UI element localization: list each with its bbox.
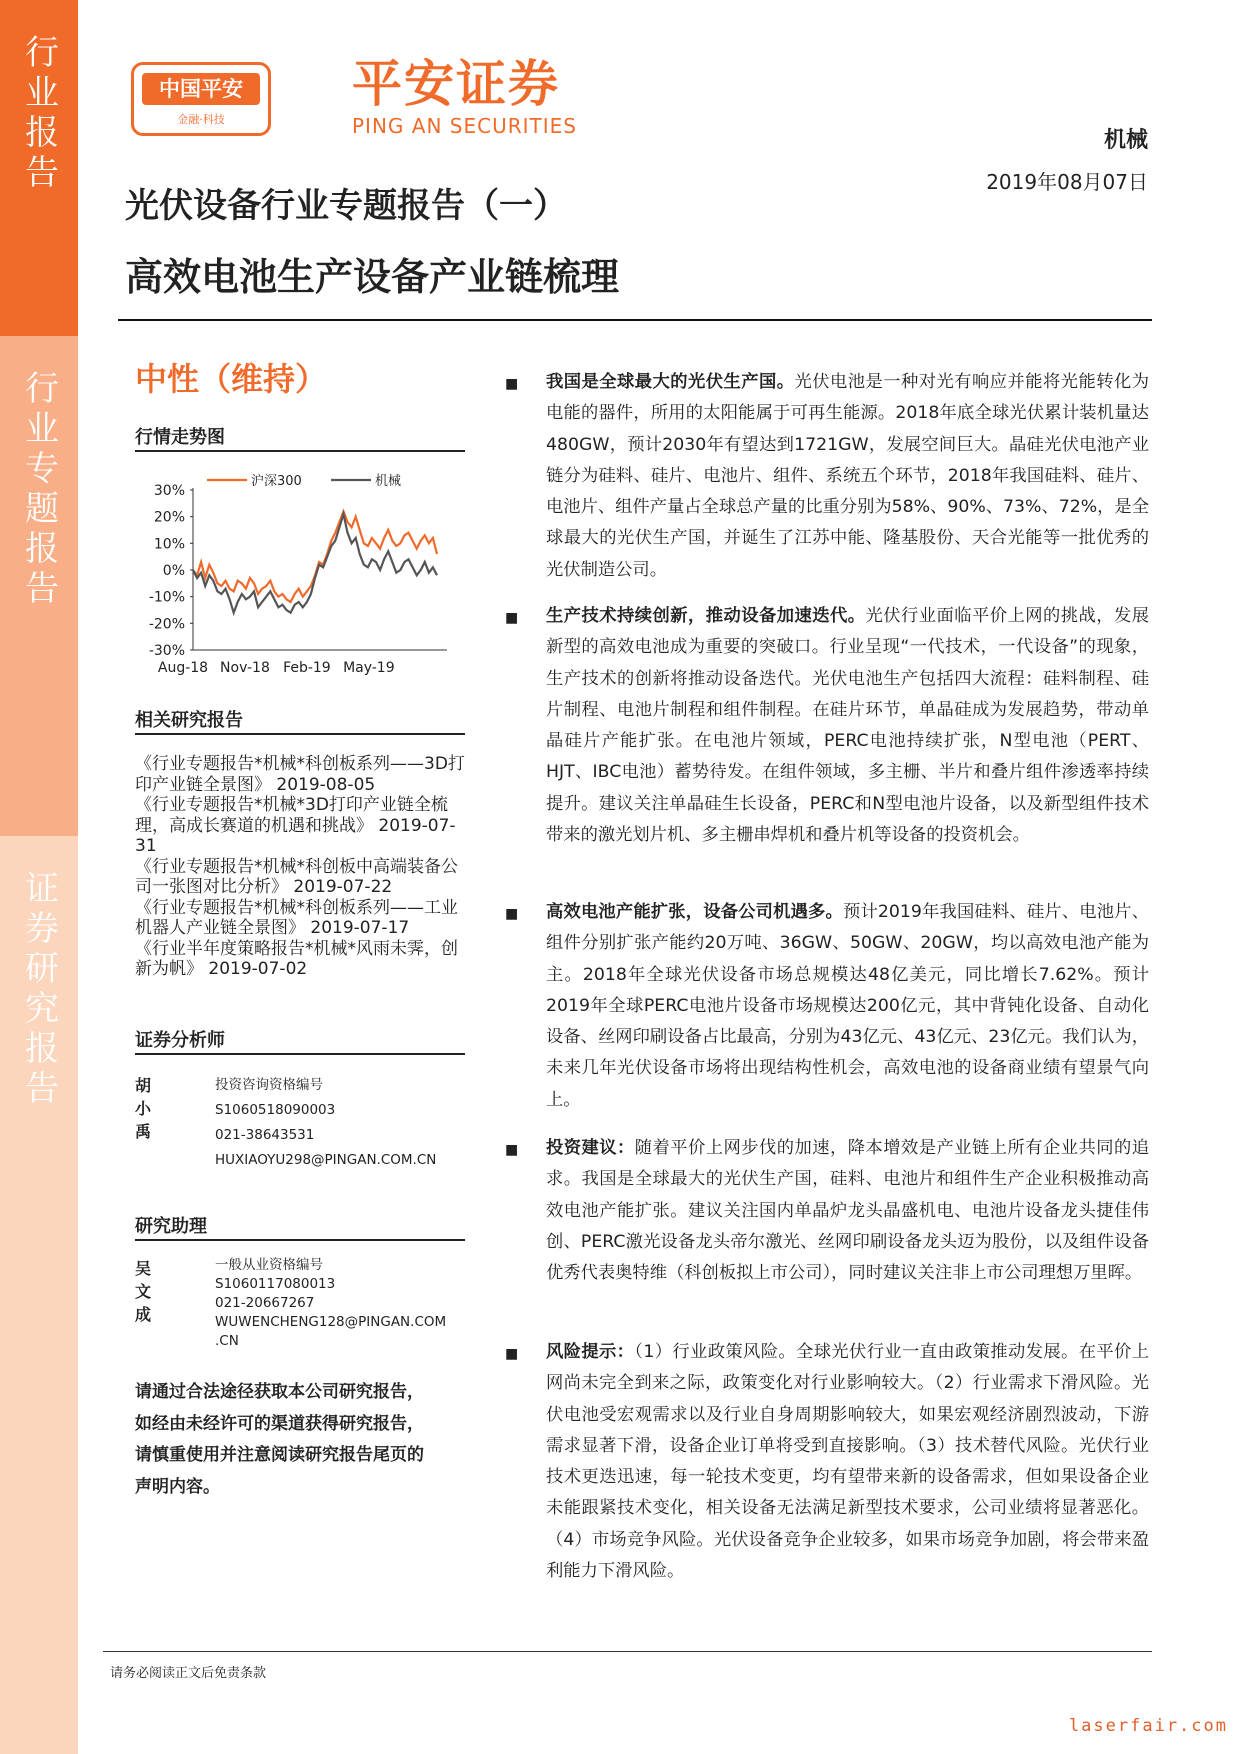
securities-logo-en: PING AN SECURITIES <box>352 114 577 138</box>
analyst-name: 胡小禹 <box>135 1076 152 1141</box>
assistant-name: 吴文成 <box>135 1259 152 1324</box>
y-tick-label: -20% <box>148 616 185 633</box>
watermark: laserfair.com <box>1068 1716 1228 1736</box>
point-head: 投资建议： <box>546 1138 635 1158</box>
point-body: 预计2019年我国硅料、硅片、电池片、组件分别扩张产能约20万吨、36GW、50GW、20GW，均以高效电池产能为主。2018年全球光伏设备市场总规模达48亿美元，同比增长7.62%。预计2019年全球PERC电池片设备市场规模达200亿元，其中背钝化设备、自动化设备、丝网印刷设备占比最高，分别为43亿元、43亿元、23亿元。我们认为，未来几年光伏设备市场将出现结构性机会，高效电池的设备商业绩有望景气向上。 <box>546 902 1149 1110</box>
hs300-series-line <box>193 511 437 602</box>
report-date: 2019年08月07日 <box>986 170 1148 194</box>
sidebar-label-securities: 证券研究报告 <box>18 870 59 1110</box>
assistant-info-line: 一般从业资格编号 <box>215 1257 323 1273</box>
sidebar-label-report: 行业报告 <box>18 34 59 194</box>
point-head: 我国是全球最大的光伏生产国。 <box>546 372 795 392</box>
assistant-email: WUWENCHENG128@PINGAN.COM <box>215 1314 447 1330</box>
industry-label: 机械 <box>1103 128 1148 153</box>
analyst-email: HUXIAOYU298@PINGAN.COM.CN <box>215 1152 437 1168</box>
sidebar-band-1 <box>0 0 78 336</box>
title-divider <box>118 319 1152 321</box>
chart-section-title: 行情走势图 <box>135 427 225 448</box>
related-report-item: 《行业专题报告*机械*3D打印产业链全梳理，高成长赛道的机遇和挑战》 2019-07-31 <box>135 795 456 856</box>
point-head: 生产技术持续创新，推动设备加速迭代。 <box>546 606 866 626</box>
legal-notice: 请通过合法途径获取本公司研究报告，如经由未经许可的渠道获得研究报告，请慎重使用并注意阅读研究报告尾页的声明内容。 <box>135 1382 424 1497</box>
analyst-info <box>215 1073 475 1173</box>
sidebar-band-2 <box>0 336 78 836</box>
analyst-info-line: 投资咨询资格编号 <box>215 1077 323 1093</box>
securities-logo <box>352 56 577 138</box>
report-subtitle: 高效电池生产设备产业链梳理 <box>125 255 620 299</box>
point-head: 风险提示： <box>546 1342 635 1362</box>
assistant-info-line: S1060117080013 <box>215 1276 336 1292</box>
y-tick-label: 0% <box>162 563 185 579</box>
related-reports-rule <box>135 733 465 735</box>
rating: 中性（维持） <box>135 360 328 398</box>
securities-logo-cn: 平安证券 <box>352 55 560 113</box>
sidebar-band-3 <box>0 836 78 1754</box>
assistant-section-title: 研究助理 <box>135 1216 207 1237</box>
analyst-section-rule <box>135 1053 465 1055</box>
summary-point-3 <box>546 897 1149 1116</box>
point-body: （1）行业政策风险。全球光伏行业一直由政策推动发展。在平价上网尚未完全到来之际，政策变化对行业影响较大。（2）行业需求下滑风险。光伏电池受宏观需求以及行业自身周期影响较大，如果宏观经济剧烈波动，下游需求显著下滑，设备企业订单将受到直接影响。（3）技术替代风险。光伏行业技术更迭迅速，每一轮技术变更，均有望带来新的设备需求，但如果设备企业未能跟紧技术变化，相关设备无法满足新型技术要求，公司业绩将显著恶化。（4）市场竞争风险。光伏设备竞争企业较多，如果市场竞争加剧，将会带来盈利能力下滑风险。 <box>546 1342 1149 1582</box>
sidebar-label-topic: 行业专题报告 <box>18 370 59 610</box>
point-body: 光伏行业面临平价上网的挑战，发展新型的高效电池成为重要的突破口。行业呈现“一代技术，一代设备”的现象，生产技术的创新将推动设备迭代。光伏电池生产包括四大流程：硅料制程、硅片制程、电池片制程和组件制程。在硅片环节，单晶硅成为发展趋势，带动单晶硅片产能扩张。在电池片领域，PERC电池持续扩张，N型电池（PERT、HJT、IBC电池）蓄势待发。在组件领域，多主栅、半片和叠片组件渗透率持续提升。建议关注单晶硅生长设备，PERC和N型电池片设备，以及新型组件技术带来的激光划片机、多主栅串焊机和叠片机等设备的投资机会。 <box>546 606 1149 846</box>
summary-point-1 <box>546 367 1149 586</box>
x-tick-label: Nov-18 <box>220 660 270 676</box>
summary-point-2 <box>546 601 1149 851</box>
summary-point-5 <box>546 1337 1149 1587</box>
y-tick-label: 20% <box>153 509 185 526</box>
related-reports-list <box>135 754 465 980</box>
y-tick-label: 30% <box>153 483 185 499</box>
analyst-info-line: S1060518090003 <box>215 1102 336 1118</box>
y-tick-label: 10% <box>153 536 185 553</box>
assistant-info <box>215 1256 475 1351</box>
bullet-marker: ■ <box>505 1142 519 1158</box>
bullet-marker: ■ <box>505 610 519 626</box>
related-report-item: 《行业专题报告*机械*科创板系列——工业机器人产业链全景图》 2019-07-17 <box>135 897 458 938</box>
y-tick-label: -10% <box>148 589 185 606</box>
pingan-logo-text: 中国平安 <box>142 73 260 105</box>
pingan-logo <box>131 62 271 136</box>
bullet-marker: ■ <box>505 906 519 922</box>
analyst-info-line: 021-38643531 <box>215 1127 315 1143</box>
summary-point-4 <box>546 1133 1149 1289</box>
x-tick-label: Aug-18 <box>157 660 209 676</box>
assistant-email-cont: .CN <box>215 1333 239 1349</box>
related-report-item: 《行业半年度策略报告*机械*风雨未霁，创新为帆》 2019-07-02 <box>135 938 458 979</box>
footer-divider <box>103 1651 1152 1652</box>
point-head: 高效电池产能扩张，设备公司机遇多。 <box>546 902 843 922</box>
pingan-logo-sub: 金融·科技 <box>177 113 225 126</box>
market-trend-chart <box>135 458 475 698</box>
x-tick-label: Feb-19 <box>283 660 331 676</box>
related-report-item: 《行业专题报告*机械*科创板中高端装备公司一张图对比分析》 2019-07-22 <box>135 856 458 897</box>
analyst-section-title: 证券分析师 <box>135 1030 225 1051</box>
footer-disclaimer: 请务必阅读正文后免责条款 <box>110 1666 267 1681</box>
bullet-marker: ■ <box>505 1346 519 1362</box>
bullet-marker: ■ <box>505 376 519 392</box>
y-tick-label: -30% <box>148 643 185 659</box>
point-body: 光伏电池是一种对光有响应并能将光能转化为电能的器件，所用的太阳能属于可再生能源。2018年底全球光伏累计装机量达480GW，预计2030年有望达到1721GW，发展空间巨大。晶硅光伏电池产业链分为硅料、硅片、电池片、组件、系统五个环节，2018年我国硅料、硅片、电池片、组件产量占全球总产量的比重分别为58%、90%、73%、72%，是全球最大的光伏生产国，并诞生了江苏中能、隆基股份、天合光能等一批优秀的光伏制造公司。 <box>546 372 1149 580</box>
point-body: 随着平价上网步伐的加速，降本增效是产业链上所有企业共同的追求。我国是全球最大的光伏生产国，硅料、电池片和组件生产企业积极推动高效电池产能扩张。建议关注国内单晶炉龙头晶盛机电、电池片设备龙头捷佳伟创、PERC激光设备龙头帝尔激光、丝网印刷设备龙头迈为股份，以及组件设备优秀代表奥特维（科创板拟上市公司），同时建议关注非上市公司理想万里晖。 <box>546 1138 1149 1284</box>
x-tick-label: May-19 <box>343 660 395 676</box>
assistant-info-line: 021-20667267 <box>215 1295 315 1311</box>
machinery-series-line <box>193 514 437 613</box>
legend-label: 沪深300 <box>251 474 302 489</box>
assistant-section-rule <box>135 1239 465 1241</box>
related-report-item: 《行业专题报告*机械*科创板系列——3D打印产业链全景图》 2019-08-05 <box>135 754 465 795</box>
related-reports-title: 相关研究报告 <box>135 710 243 731</box>
legend-label: 机械 <box>375 474 402 489</box>
report-title: 光伏设备行业专题报告（一） <box>125 186 567 226</box>
chart-section-rule <box>135 450 465 452</box>
